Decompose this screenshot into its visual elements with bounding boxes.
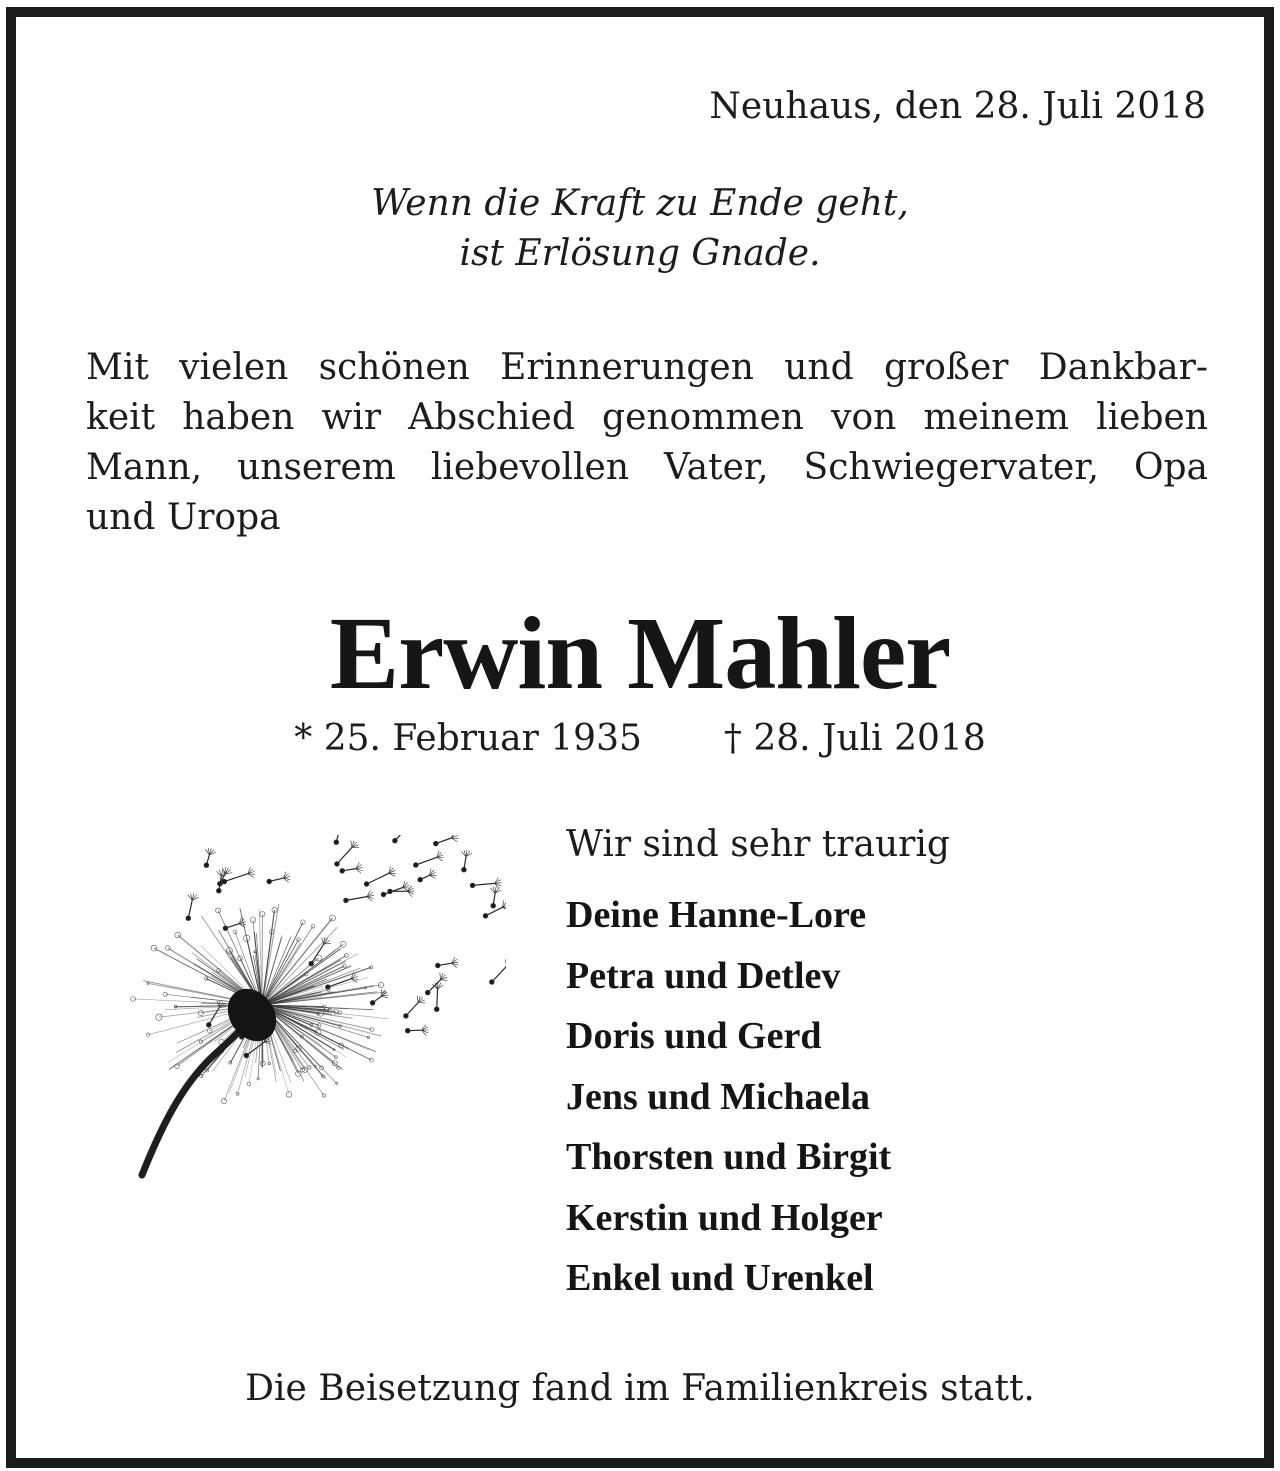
mourner-name: Doris und Gerd xyxy=(566,1015,822,1057)
motto xyxy=(16,179,1264,279)
mourners-block xyxy=(566,817,1206,1309)
obituary-notice xyxy=(6,7,1274,1468)
mourners-lead: Wir sind sehr traurig xyxy=(566,824,950,865)
motto-line: ist Erlösung Gnade. xyxy=(459,233,821,274)
intro-text xyxy=(86,343,1208,543)
dandelion-icon xyxy=(122,835,506,1185)
intro-line: keit haben wir Abschied genommen von meinem lieben xyxy=(86,397,1208,438)
mourner-name: Petra und Detlev xyxy=(566,954,841,997)
place-date: Neuhaus, den 28. Juli 2018 xyxy=(709,86,1206,127)
intro-line: Mit vielen schönen Erinnerungen und großer Dankbar- xyxy=(86,347,1208,388)
burial-note: Die Beisetzung fand im Familienkreis statt. xyxy=(245,1368,1035,1409)
mourner-name: Deine Hanne-Lore xyxy=(566,894,867,936)
birth-date: * 25. Februar 1935 xyxy=(294,718,642,759)
mourner-name: Enkel und Urenkel xyxy=(566,1257,874,1299)
death-date: † 28. Juli 2018 xyxy=(723,718,986,759)
intro-line: und Uropa xyxy=(86,497,281,538)
mourner-name: Kerstin und Holger xyxy=(566,1196,883,1239)
mourner-name: Jens und Michaela xyxy=(566,1075,871,1118)
mourner-name: Thorsten und Birgit xyxy=(566,1136,892,1178)
deceased-name: Erwin Mahler xyxy=(329,596,951,711)
motto-line: Wenn die Kraft zu Ende geht, xyxy=(371,183,909,224)
life-dates xyxy=(16,713,1264,765)
intro-line: Mann, unserem liebevollen Vater, Schwiegervater, Opa xyxy=(86,447,1208,488)
